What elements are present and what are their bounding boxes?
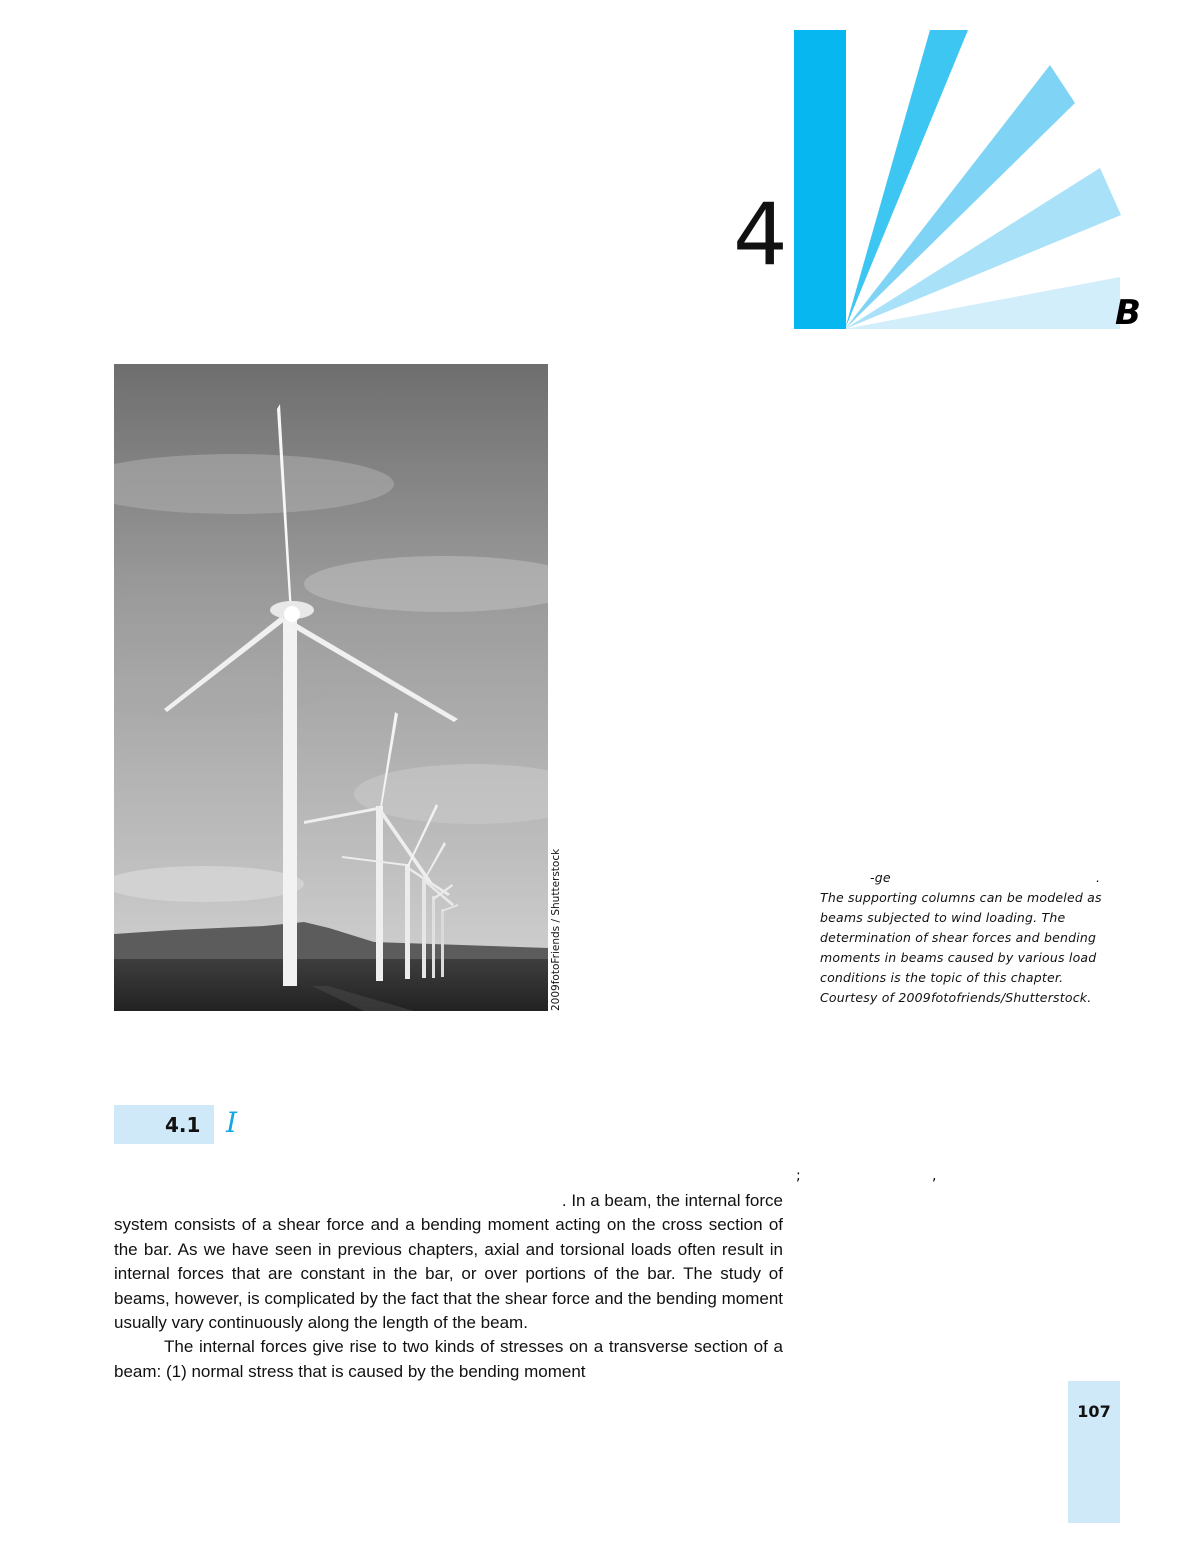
fan-ray-1 — [794, 30, 846, 329]
caption-fragment-end: . — [1096, 870, 1101, 885]
caption-line: beams subjected to wind loading. The — [820, 910, 1066, 925]
chapter-fan-graphic — [790, 25, 1130, 335]
margin-mark: ; — [796, 1168, 801, 1184]
caption-line: The supporting columns can be modeled as — [820, 890, 1102, 905]
caption-line: determination of shear forces and bending — [820, 930, 1097, 945]
figure-caption — [820, 868, 1120, 1008]
caption-fragment-start: -ge — [870, 870, 891, 885]
fan-ray-3 — [845, 65, 1075, 329]
paragraph-1: system consists of a shear force and a bending moment acting on the cross section of the bar. As we have seen in previous chapters, axial and torsional loads often result in internal forces that are constant in the bar, or over portions of the bar. The study of beams, however, is complicated by the fact that the shear force and the bending moment usually vary continuously along the length of the beam. — [114, 1215, 783, 1333]
chapter-number: 4 — [733, 185, 788, 285]
caption-line: moments in beams caused by various load — [820, 950, 1097, 965]
body-text — [114, 1189, 783, 1384]
caption-line: conditions is the topic of this chapter. — [820, 970, 1064, 985]
chapter-title: B — [1115, 293, 1141, 333]
paragraph-1-start: . In a beam, the internal force — [561, 1191, 783, 1210]
section-title: I — [226, 1106, 238, 1139]
paragraph-2: The internal forces give rise to two kinds of stresses on a transverse section of a beam: (1) normal stress that is caused by the bending moment — [114, 1337, 783, 1381]
section-number: 4.1 — [165, 1113, 201, 1137]
margin-mark: , — [932, 1168, 937, 1184]
page-number: 107 — [1077, 1402, 1111, 1421]
caption-first-line — [820, 868, 1120, 888]
photo-credit: 2009fotoFriends / Shutterstock — [550, 848, 562, 1011]
wind-turbines-photo — [114, 364, 548, 1011]
caption-line: Courtesy of 2009fotofriends/Shutterstock. — [820, 990, 1092, 1005]
